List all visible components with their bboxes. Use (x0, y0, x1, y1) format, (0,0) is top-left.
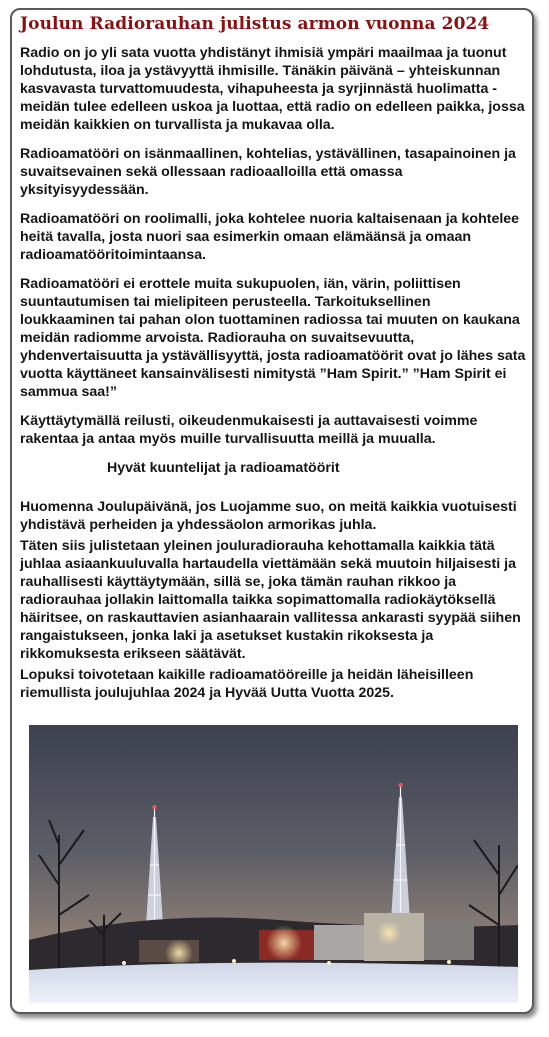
paragraph-5: Käyttäytymällä reilusti, oikeudenmukaisesti ja auttavaisesti voimme rakentaa ja antaa myös muille turvallisuutta meillä ja muualla. (20, 413, 478, 447)
night-radio-masts-photo (29, 725, 518, 1003)
paragraph-4: Radioamatööri ei erottele muita sukupuolen, iän, värin, poliittisen suuntautumisen tai mielipiteen perusteella. Tarkoituksellinen loukkaaminen tai pahan olon tuottaminen radiossa tai muuten on kaukana meidän radiomme arvoista. Radiorauha on suvaitsevuutta, yhdenvertaisuutta ja ystävällisyyttä, josta radioamatöörit ovat jo lähes sata vuotta käyttäneet kansainvälisesti nimitystä ”Ham Spirit.” ”Ham Spirit ei sammua saa!” (20, 276, 526, 400)
document-body (20, 44, 526, 713)
paragraph-7: Täten siis julistetaan yleinen jouluradiorauha kehottamalla kaikkia tätä juhlaa asiaankuuluvalla hartaudella viettämään sekä muutoin hiljaisesti ja rauhallisesti käyttäytymään, sillä se, joka tämän rauhan rikkoo ja radiorauhaa jollakin laittomalla taikka sopimattomalla radiokäytöksellä häiritsee, on raskauttavien asianhaarain vallitessa ankarasti syypää siihen rangaistukseen, jonka laki ja asetukset kustakin rikoksesta ja rikkomuksesta erikseen säätävät. (20, 538, 521, 662)
document-title: Joulun Radiorauhan julistus armon vuonna 2024 (20, 14, 490, 34)
paragraph-6: Huomenna Joulupäivänä, jos Luojamme suo, on meitä kaikkia vuotuisesti yhdistävä perheiden ja yhdessäolon armorikas juhla. (20, 499, 517, 533)
paragraph-8: Lopuksi toivotetaan kaikille radioamatööreille ja heidän läheisilleen riemullista joulujuhlaa 2024 ja Hyvää Uutta Vuotta 2025. (20, 667, 474, 701)
snowy-ground (29, 963, 518, 1003)
greeting-line: Hyvät kuuntelijat ja radioamatöörit (107, 460, 340, 476)
paragraph-2: Radioamatööri on isänmaallinen, kohtelias, ystävällinen, tasapainoinen ja suvaitsevainen sekä ollessaan radioaalloilla että omassa yksityisyydessään. (20, 146, 516, 198)
paragraph-3: Radioamatööri on roolimalli, joka kohtelee nuoria kaltaisenaan ja kohtelee heitä tavalla, josta nuori saa esimerkin omaan elämäänsä ja omaan radioamatööritoimintaansa. (20, 211, 520, 263)
photo-illustration (29, 725, 518, 1003)
paragraph-1: Radio on jo yli sata vuotta yhdistänyt ihmisiä ympäri maailmaa ja tuonut lohdutusta, iloa ja ystävyyttä ihmisille. Tänäkin päivänä – yhteiskunnan kasvavasta turvattomuudesta, vihapuheesta ja syrjinnästä huolimatta - meidän tulee edelleen uskoa ja luottaa, että radio on edelleen paikka, jossa meidän kaikkien on turvallista ja mukavaa olla. (20, 45, 525, 133)
